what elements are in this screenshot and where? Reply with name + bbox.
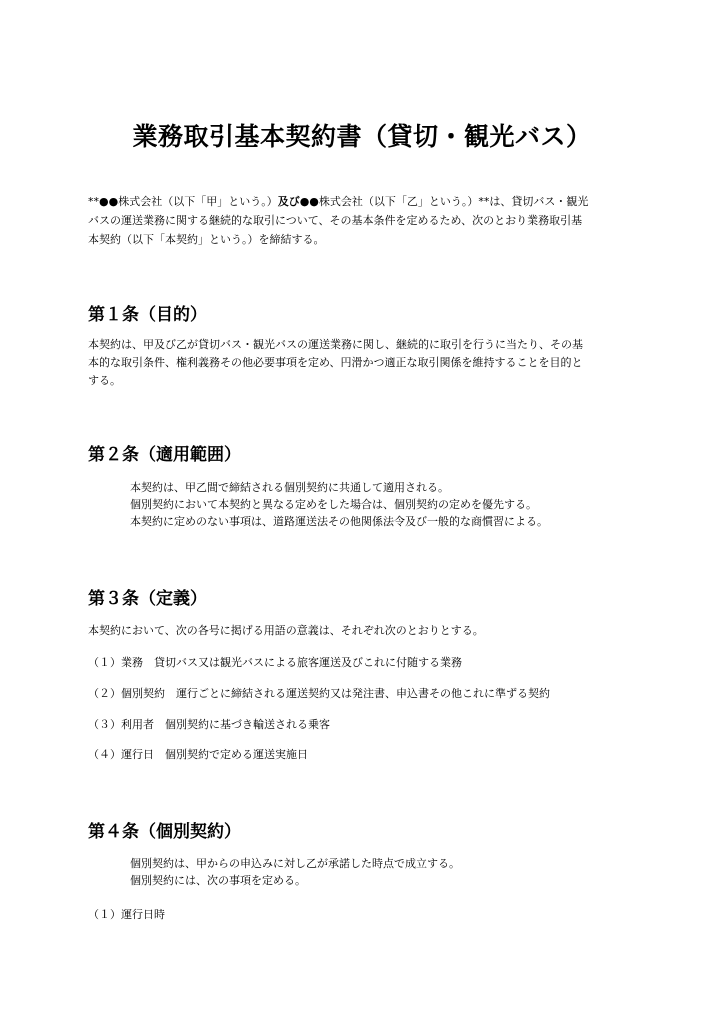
intro-line-1-prefix: **●●株式会社（以下「甲」という。） [88,195,278,208]
article-3-item: （３）利用者 個別契約に基づき輸送される乗客 [88,718,330,731]
article-2-line: 本契約は、甲乙間で締結される個別契約に共通して適用される。 [130,481,449,494]
intro-line-2: バスの運送業務に関する継続的な取引について、その基本条件を定めるため、次のとおり業務取引基 [88,214,583,227]
article-4-line: 個別契約には、次の事項を定める。 [130,874,306,887]
intro-line-1 [88,192,648,211]
intro-line-3: 本契約（以下「本契約」という。）を締結する。 [88,233,325,246]
article-1-line: 本的な取引条件、権利義務その他必要事項を定め、円滑かつ適正な取引関係を維持することを目的と [88,356,583,369]
article-3-lead [88,622,648,640]
intro-paragraph [88,192,648,249]
article-1-line: する。 [88,374,121,387]
article-1-line: 本契約は、甲及び乙が貸切バス・観光バスの運送業務に関し、継続的に取引を行うに当たり、その基 [88,338,583,351]
article-4-heading: 第４条（個別契約） [88,822,241,842]
article-2-line: 個別契約において本契約と異なる定めをした場合は、個別契約の定めを優先する。 [130,498,537,511]
article-2-body [130,479,650,530]
article-4-item: （１）運行日時 [88,908,165,921]
article-2-heading: 第２条（適用範囲） [88,445,241,465]
intro-line-1-rest: ●●株式会社（以下「乙」という。）**は、貸切バス・観光 [299,195,589,208]
article-3-item: （４）運行日 個別契約で定める運送実施日 [88,748,308,761]
article-3-lead-line: 本契約において、次の各号に掲げる用語の意義は、それぞれ次のとおりとする。 [88,624,484,637]
article-3-item: （２）個別契約 運行ごとに締結される運送契約又は発注書、申込書その他これに準ずる契約 [88,687,550,700]
article-3-item: （１）業務 貸切バス又は観光バスによる旅客運送及びこれに付随する業務 [88,656,462,669]
intro-line-1-bold: 及び [277,195,300,208]
document-title: 業務取引基本契約書（貸切・観光バス） [132,122,592,151]
article-4-line: 個別契約は、甲からの申込みに対し乙が承諾した時点で成立する。 [130,857,460,870]
article-3-heading: 第３条（定義） [88,589,207,609]
article-2-line: 本契約に定めのない事項は、道路運送法その他関係法令及び一般的な商慣習による。 [130,515,548,528]
article-1-heading: 第１条（目的） [88,305,207,325]
article-1-body [88,336,648,390]
article-4-body [130,855,650,889]
